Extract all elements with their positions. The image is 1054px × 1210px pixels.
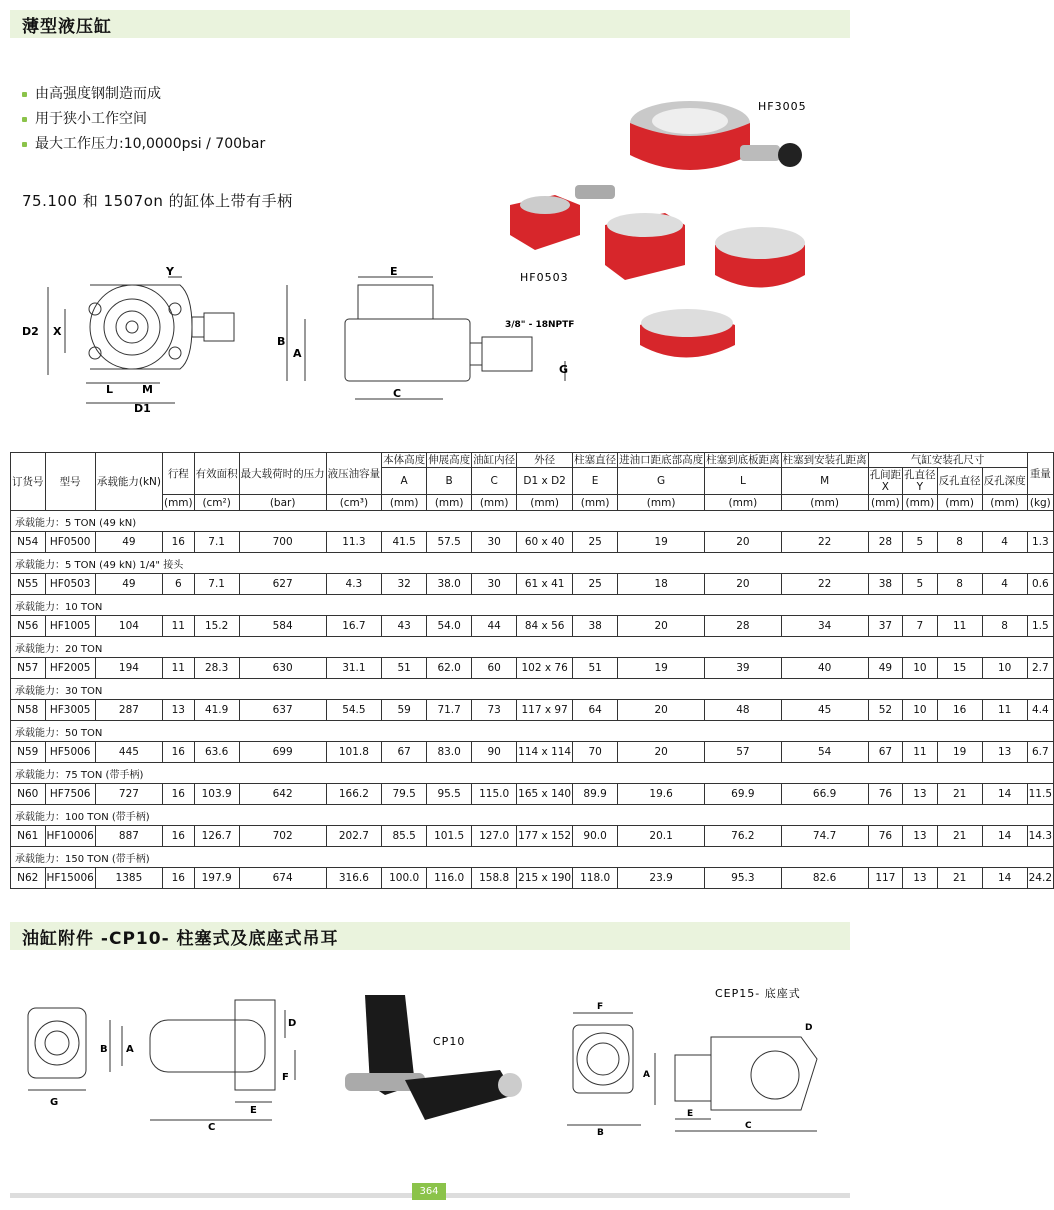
table-cell: 51 xyxy=(573,658,618,679)
table-cell: 13 xyxy=(903,826,938,847)
table-cell: 64 xyxy=(573,700,618,721)
table-cell: 21 xyxy=(937,826,982,847)
svg-text:HF3005: HF3005 xyxy=(758,100,807,113)
mount-column-header: 反孔直径 xyxy=(937,468,982,495)
table-cell: 177 x 152 xyxy=(517,826,573,847)
svg-text:E: E xyxy=(390,265,398,278)
table-cell: 16 xyxy=(162,868,194,889)
table-cell: 74.7 xyxy=(781,826,868,847)
table-cell: 39 xyxy=(705,658,782,679)
table-cell: 14.3 xyxy=(1027,826,1053,847)
table-cell: 76 xyxy=(868,826,903,847)
column-header: 油缸内径 xyxy=(473,454,516,466)
table-cell: 67 xyxy=(868,742,903,763)
table-cell: 63.6 xyxy=(194,742,239,763)
column-header: 行程 xyxy=(162,453,194,495)
table-cell: 104 xyxy=(95,616,162,637)
page-title: 薄型液压缸 xyxy=(22,16,112,37)
table-cell: 316.6 xyxy=(326,868,382,889)
table-cell: 34 xyxy=(781,616,868,637)
table-cell: 30 xyxy=(472,574,517,595)
table-row xyxy=(11,574,1054,595)
table-cell: 16 xyxy=(937,700,982,721)
table-cell: 49 xyxy=(868,658,903,679)
table-cell: 76 xyxy=(868,784,903,805)
table-cell: N54 xyxy=(11,532,46,553)
table-cell: 49 xyxy=(95,532,162,553)
svg-text:E: E xyxy=(250,1105,257,1116)
table-cell: 630 xyxy=(239,658,326,679)
unit-cell: (cm²) xyxy=(194,495,239,511)
unit-cell: (mm) xyxy=(868,495,903,511)
table-cell: HF1005 xyxy=(45,616,95,637)
table-cell: 62.0 xyxy=(427,658,472,679)
column-header: 订货号 xyxy=(11,453,46,511)
unit-cell: (mm) xyxy=(937,495,982,511)
column-header: 重量 xyxy=(1027,453,1053,495)
unit-cell: (mm) xyxy=(781,495,868,511)
table-cell: 95.3 xyxy=(705,868,782,889)
svg-text:C: C xyxy=(393,387,402,400)
table-cell: 16.7 xyxy=(326,616,382,637)
cylinder-photo-bottom xyxy=(640,309,735,358)
table-row xyxy=(11,700,1054,721)
table-cell: 20 xyxy=(618,700,705,721)
cylinder-photo-mid xyxy=(605,213,685,280)
unit-cell: (mm) xyxy=(517,495,573,511)
table-cell: 16 xyxy=(162,532,194,553)
table-cell: 0.6 xyxy=(1027,574,1053,595)
mount-group-header: 气缸安装孔尺寸 xyxy=(868,453,1027,468)
table-cell: 101.8 xyxy=(326,742,382,763)
column-letter: C xyxy=(472,468,517,495)
table-cell: 20 xyxy=(618,742,705,763)
table-cell: 7 xyxy=(903,616,938,637)
table-cell: 5 xyxy=(903,532,938,553)
table-cell: 116.0 xyxy=(427,868,472,889)
table-cell: 10 xyxy=(982,658,1027,679)
table-cell: 10 xyxy=(903,658,938,679)
column-header: 液压油容量 xyxy=(326,453,382,495)
cp10-photo xyxy=(325,975,535,1130)
table-cell: 89.9 xyxy=(573,784,618,805)
capacity-caption: 承载能力：5 TON (49 kN) 1/4" 接头 xyxy=(11,553,1054,574)
table-cell: 158.8 xyxy=(472,868,517,889)
svg-text:A: A xyxy=(126,1044,134,1055)
spec-table xyxy=(10,452,1054,889)
table-cell: 127.0 xyxy=(472,826,517,847)
table-cell: 11 xyxy=(937,616,982,637)
table-cell: HF0500 xyxy=(45,532,95,553)
table-cell: 59 xyxy=(382,700,427,721)
table-cell: 4 xyxy=(982,574,1027,595)
table-cell: 637 xyxy=(239,700,326,721)
table-cell: 117 x 97 xyxy=(517,700,573,721)
column-header: 柱塞到底板距离 xyxy=(706,454,780,466)
table-row xyxy=(11,826,1054,847)
table-cell: 887 xyxy=(95,826,162,847)
table-cell: 10 xyxy=(903,700,938,721)
unit-cell: (kg) xyxy=(1027,495,1053,511)
table-cell: 1.5 xyxy=(1027,616,1053,637)
svg-text:B: B xyxy=(277,335,286,348)
svg-text:E: E xyxy=(687,1109,694,1119)
table-cell: HF15006 xyxy=(45,868,95,889)
table-cell: 118.0 xyxy=(573,868,618,889)
table-cell: 25 xyxy=(573,574,618,595)
unit-cell: (mm) xyxy=(163,496,193,509)
table-cell: 445 xyxy=(95,742,162,763)
table-cell: 4 xyxy=(982,532,1027,553)
table-cell: 102 x 76 xyxy=(517,658,573,679)
table-cell: N57 xyxy=(11,658,46,679)
table-cell: N58 xyxy=(11,700,46,721)
column-letter: A xyxy=(382,468,427,495)
column-letter: E xyxy=(573,468,618,495)
column-header: 伸展高度 xyxy=(428,454,471,466)
table-cell: 20.1 xyxy=(618,826,705,847)
top-view-diagram xyxy=(20,265,270,415)
table-cell: 4.3 xyxy=(326,574,382,595)
table-cell: N61 xyxy=(11,826,46,847)
table-cell: HF5006 xyxy=(45,742,95,763)
table-cell: 11 xyxy=(162,616,194,637)
clevis-diagram xyxy=(10,990,310,1135)
svg-text:B: B xyxy=(597,1128,604,1138)
table-cell: 8 xyxy=(937,574,982,595)
unit-cell: (mm) xyxy=(472,495,517,511)
table-cell: 702 xyxy=(239,826,326,847)
table-cell: 13 xyxy=(162,700,194,721)
unit-cell: (mm) xyxy=(903,495,938,511)
table-cell: 71.7 xyxy=(427,700,472,721)
section-title-bar xyxy=(10,10,850,38)
table-cell: 54.0 xyxy=(427,616,472,637)
table-row xyxy=(11,616,1054,637)
bullet-icon xyxy=(22,117,27,122)
table-cell: 83.0 xyxy=(427,742,472,763)
table-cell: 16 xyxy=(162,826,194,847)
svg-text:3/8" - 18NPTF: 3/8" - 18NPTF xyxy=(505,320,575,330)
table-cell: 85.5 xyxy=(382,826,427,847)
cylinder-photo-right xyxy=(715,227,805,288)
table-row xyxy=(11,658,1054,679)
table-cell: 45 xyxy=(781,700,868,721)
table-cell: 15.2 xyxy=(194,616,239,637)
handle-note: 75.100 和 1507on 的缸体上带有手柄 xyxy=(22,192,293,210)
column-header: 承载能力(kN) xyxy=(95,453,162,511)
table-cell: 21 xyxy=(937,868,982,889)
table-cell: 41.5 xyxy=(382,532,427,553)
capacity-caption: 承载能力：20 TON xyxy=(11,637,1054,658)
table-row xyxy=(11,868,1054,889)
feature-list xyxy=(22,82,265,157)
table-cell: 21 xyxy=(937,784,982,805)
column-header: 最大载荷时的压力 xyxy=(239,453,326,495)
table-cell: 32 xyxy=(382,574,427,595)
capacity-caption: 承载能力：50 TON xyxy=(11,721,1054,742)
unit-cell: (mm) xyxy=(573,495,618,511)
table-cell: 166.2 xyxy=(326,784,382,805)
table-cell: 117 xyxy=(868,868,903,889)
column-letter: M xyxy=(781,468,868,495)
feature-item: 最大工作压力:10,0000psi / 700bar xyxy=(22,132,265,157)
table-cell: 100.0 xyxy=(382,868,427,889)
table-cell: 14 xyxy=(982,826,1027,847)
table-cell: 57 xyxy=(705,742,782,763)
column-header: 本体高度 xyxy=(383,454,426,466)
table-cell: HF10006 xyxy=(45,826,95,847)
svg-text:D: D xyxy=(288,1018,297,1029)
table-cell: 642 xyxy=(239,784,326,805)
table-cell: 114 x 114 xyxy=(517,742,573,763)
table-cell: 287 xyxy=(95,700,162,721)
table-cell: HF0503 xyxy=(45,574,95,595)
table-cell: 584 xyxy=(239,616,326,637)
table-cell: 8 xyxy=(982,616,1027,637)
table-cell: 16 xyxy=(162,784,194,805)
table-cell: 51 xyxy=(382,658,427,679)
table-cell: 44 xyxy=(472,616,517,637)
table-cell: 13 xyxy=(903,868,938,889)
column-letter: D1 x D2 xyxy=(517,468,573,495)
table-cell: 73 xyxy=(472,700,517,721)
column-letter: L xyxy=(705,468,782,495)
table-cell: 95.5 xyxy=(427,784,472,805)
table-cell: 6 xyxy=(162,574,194,595)
svg-text:C: C xyxy=(208,1122,216,1133)
table-cell: 197.9 xyxy=(194,868,239,889)
column-letter: B xyxy=(427,468,472,495)
table-cell: 90 xyxy=(472,742,517,763)
table-cell: 79.5 xyxy=(382,784,427,805)
table-cell: 52 xyxy=(868,700,903,721)
table-cell: 16 xyxy=(162,742,194,763)
page-number: 364 xyxy=(412,1183,446,1200)
table-cell: 4.4 xyxy=(1027,700,1053,721)
table-cell: 66.9 xyxy=(781,784,868,805)
table-cell: 19 xyxy=(937,742,982,763)
column-header: 柱塞直径 xyxy=(574,454,617,466)
svg-text:CP10: CP10 xyxy=(433,1035,466,1048)
table-cell: 61 x 41 xyxy=(517,574,573,595)
table-cell: 19.6 xyxy=(618,784,705,805)
column-header: 进油口距底部高度 xyxy=(619,454,704,466)
table-cell: 20 xyxy=(705,574,782,595)
table-cell: 49 xyxy=(95,574,162,595)
table-cell: 7.1 xyxy=(194,574,239,595)
table-cell: 69.9 xyxy=(705,784,782,805)
table-cell: 627 xyxy=(239,574,326,595)
table-cell: 67 xyxy=(382,742,427,763)
svg-text:Y: Y xyxy=(166,265,174,278)
table-cell: 13 xyxy=(903,784,938,805)
cylinder-photo-hf0503 xyxy=(510,185,615,250)
capacity-caption: 承载能力：10 TON xyxy=(11,595,1054,616)
table-cell: 202.7 xyxy=(326,826,382,847)
svg-text:D: D xyxy=(805,1023,813,1033)
unit-cell: (mm) xyxy=(427,495,472,511)
table-cell: 31.1 xyxy=(326,658,382,679)
svg-text:B: B xyxy=(100,1044,108,1055)
mount-column-header: 孔间距 X xyxy=(869,469,902,493)
section-title-bar xyxy=(10,922,850,950)
column-header: 外径 xyxy=(517,453,573,468)
table-cell: 11.3 xyxy=(326,532,382,553)
table-cell: 28.3 xyxy=(194,658,239,679)
section-title: 油缸附件 -CP10- 柱塞式及底座式吊耳 xyxy=(22,928,339,949)
column-header: 型号 xyxy=(45,453,95,511)
capacity-caption: 承载能力：150 TON (带手柄) xyxy=(11,847,1054,868)
table-cell: 43 xyxy=(382,616,427,637)
unit-cell: (mm) xyxy=(982,495,1027,511)
table-cell: 14 xyxy=(982,784,1027,805)
table-cell: 699 xyxy=(239,742,326,763)
table-cell: 28 xyxy=(705,616,782,637)
svg-text:X: X xyxy=(53,325,62,338)
table-cell: 1.3 xyxy=(1027,532,1053,553)
table-cell: 19 xyxy=(618,658,705,679)
svg-text:HF0503: HF0503 xyxy=(520,271,569,284)
table-cell: 23.9 xyxy=(618,868,705,889)
column-letter: G xyxy=(618,468,705,495)
table-cell: 30 xyxy=(472,532,517,553)
table-cell: 38.0 xyxy=(427,574,472,595)
table-cell: 25 xyxy=(573,532,618,553)
svg-text:F: F xyxy=(282,1072,289,1083)
table-cell: 76.2 xyxy=(705,826,782,847)
table-cell: 82.6 xyxy=(781,868,868,889)
table-cell: 60 xyxy=(472,658,517,679)
table-cell: 54.5 xyxy=(326,700,382,721)
unit-cell: (mm) xyxy=(618,495,705,511)
table-cell: 22 xyxy=(781,574,868,595)
table-cell: 13 xyxy=(982,742,1027,763)
table-cell: 727 xyxy=(95,784,162,805)
table-cell: N56 xyxy=(11,616,46,637)
table-cell: 70 xyxy=(573,742,618,763)
table-row xyxy=(11,742,1054,763)
table-cell: 48 xyxy=(705,700,782,721)
table-cell: 57.5 xyxy=(427,532,472,553)
svg-text:A: A xyxy=(643,1070,650,1080)
cep15-diagram xyxy=(555,985,850,1138)
table-cell: 1385 xyxy=(95,868,162,889)
table-cell: 90.0 xyxy=(573,826,618,847)
unit-cell: (bar) xyxy=(239,495,326,511)
unit-cell: (cm³) xyxy=(326,495,382,511)
table-cell: 11.5 xyxy=(1027,784,1053,805)
unit-cell: (mm) xyxy=(382,495,427,511)
capacity-caption: 承载能力：100 TON (带手柄) xyxy=(11,805,1054,826)
table-cell: 11 xyxy=(982,700,1027,721)
table-cell: 60 x 40 xyxy=(517,532,573,553)
table-cell: 14 xyxy=(982,868,1027,889)
table-cell: 11 xyxy=(903,742,938,763)
table-cell: 37 xyxy=(868,616,903,637)
mount-column-header: 孔直径 Y xyxy=(904,469,936,493)
table-cell: 22 xyxy=(781,532,868,553)
table-cell: 38 xyxy=(573,616,618,637)
table-cell: HF2005 xyxy=(45,658,95,679)
table-cell: 28 xyxy=(868,532,903,553)
feature-item: 用于狭小工作空间 xyxy=(22,107,265,132)
table-cell: 84 x 56 xyxy=(517,616,573,637)
table-cell: 20 xyxy=(705,532,782,553)
feature-item: 由高强度钢制造而成 xyxy=(22,82,265,107)
unit-cell: (mm) xyxy=(705,495,782,511)
bullet-icon xyxy=(22,92,27,97)
table-cell: 700 xyxy=(239,532,326,553)
table-cell: HF7506 xyxy=(45,784,95,805)
table-cell: 38 xyxy=(868,574,903,595)
capacity-caption: 承载能力：5 TON (49 kN) xyxy=(11,511,1054,532)
table-cell: N59 xyxy=(11,742,46,763)
svg-text:D2: D2 xyxy=(22,325,39,338)
table-cell: 40 xyxy=(781,658,868,679)
column-header: 有效面积 xyxy=(194,453,239,495)
table-cell: N55 xyxy=(11,574,46,595)
table-row xyxy=(11,532,1054,553)
table-cell: 126.7 xyxy=(194,826,239,847)
svg-text:CEP15- 底座式: CEP15- 底座式 xyxy=(715,987,801,1000)
table-cell: 194 xyxy=(95,658,162,679)
table-cell: 54 xyxy=(781,742,868,763)
svg-text:M: M xyxy=(142,383,153,396)
svg-text:C: C xyxy=(745,1121,752,1131)
table-cell: 24.2 xyxy=(1027,868,1053,889)
table-cell: 5 xyxy=(903,574,938,595)
column-header: 柱塞到安装孔距离 xyxy=(782,454,867,466)
mount-column-header: 反孔深度 xyxy=(982,468,1027,495)
bullet-icon xyxy=(22,142,27,147)
table-cell: 2.7 xyxy=(1027,658,1053,679)
svg-text:D1: D1 xyxy=(134,402,151,415)
table-cell: 19 xyxy=(618,532,705,553)
svg-text:G: G xyxy=(50,1097,59,1108)
table-cell: 674 xyxy=(239,868,326,889)
svg-text:L: L xyxy=(106,383,114,396)
svg-text:F: F xyxy=(597,1002,604,1012)
table-cell: 41.9 xyxy=(194,700,239,721)
table-cell: 115.0 xyxy=(472,784,517,805)
table-cell: 101.5 xyxy=(427,826,472,847)
table-cell: 7.1 xyxy=(194,532,239,553)
table-cell: 8 xyxy=(937,532,982,553)
table-cell: 215 x 190 xyxy=(517,868,573,889)
table-cell: N62 xyxy=(11,868,46,889)
table-cell: 6.7 xyxy=(1027,742,1053,763)
table-cell: 103.9 xyxy=(194,784,239,805)
table-cell: HF3005 xyxy=(45,700,95,721)
svg-text:A: A xyxy=(293,347,302,360)
table-cell: 15 xyxy=(937,658,982,679)
table-cell: 18 xyxy=(618,574,705,595)
table-cell: 11 xyxy=(162,658,194,679)
table-cell: 165 x 140 xyxy=(517,784,573,805)
svg-text:G: G xyxy=(559,363,569,376)
side-view-diagram xyxy=(275,265,585,410)
capacity-caption: 承载能力：30 TON xyxy=(11,679,1054,700)
capacity-caption: 承载能力：75 TON (带手柄) xyxy=(11,763,1054,784)
table-cell: 20 xyxy=(618,616,705,637)
table-row xyxy=(11,784,1054,805)
table-cell: N60 xyxy=(11,784,46,805)
